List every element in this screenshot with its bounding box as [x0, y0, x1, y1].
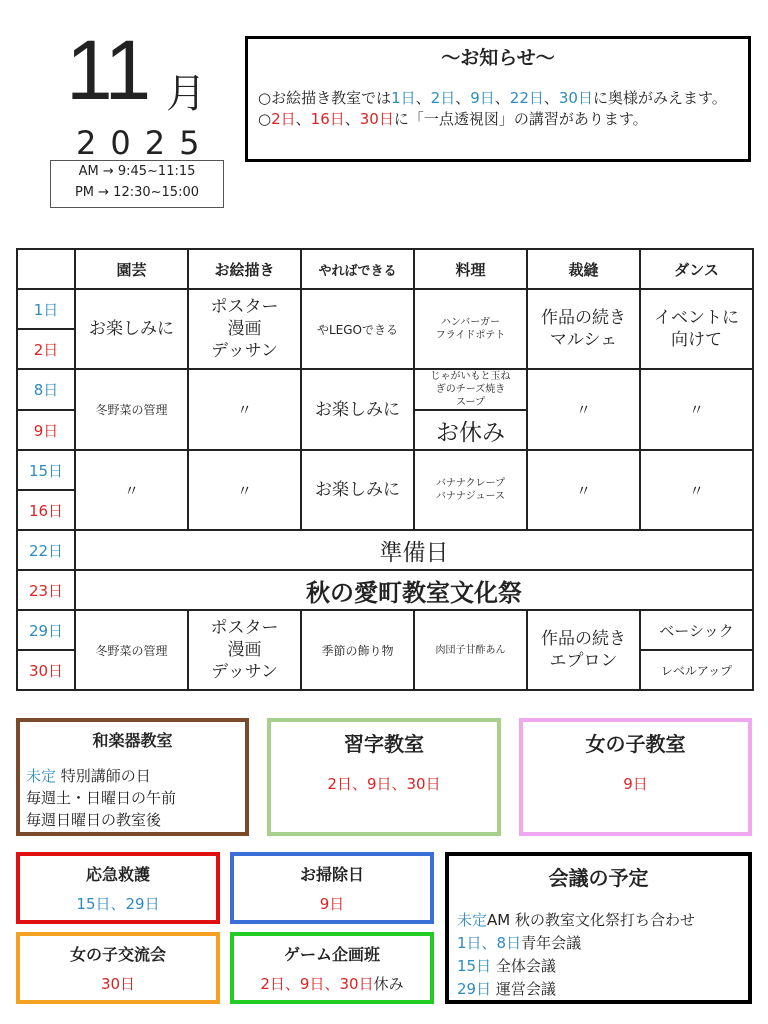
box-kaigi-line2: 1日、8日青年会議: [457, 934, 582, 952]
box-kaigi-line1: 未定AM 秋の教室文化祭打ち合わせ: [457, 911, 695, 929]
box-wagakki-line1: 未定 特別講師の日: [26, 767, 151, 785]
cell-w1-dance: イベントに 向けて: [640, 289, 753, 369]
header-ryouri: 料理: [414, 249, 527, 289]
box-shuji-title: 習字教室: [344, 732, 424, 756]
box-souji-title: お掃除日: [299, 865, 364, 884]
box-oukyuu-value: 15日、29日: [76, 895, 160, 913]
header-engei: 園芸: [75, 249, 188, 289]
day-16: 16日: [17, 490, 75, 530]
box-wagakki: [16, 718, 249, 836]
cell-w2-yareba: お楽しみに: [301, 369, 414, 450]
day-9: 9日: [17, 410, 75, 450]
box-wagakki-line3: 毎週日曜日の教室後: [26, 811, 162, 829]
box-souji: [230, 852, 434, 924]
cell-w5-ryouri: 肉団子甘酢あん: [414, 610, 527, 690]
day-1: 1日: [17, 289, 75, 329]
cell-w2-ryouri-a: じゃがいもと玉ね ぎのチーズ焼き スープ: [414, 369, 527, 410]
cell-w3-saihou: 〃: [527, 450, 640, 530]
day-29: 29日: [17, 610, 75, 650]
box-kaigi: [445, 852, 752, 1004]
box-wagakki-title: 和楽器教室: [92, 731, 173, 750]
day-22: 22日: [17, 530, 75, 570]
cell-w1-engei: お楽しみに: [75, 289, 188, 369]
cell-w2-saihou: 〃: [527, 369, 640, 450]
cell-w2-oekaki: 〃: [188, 369, 301, 450]
day-2: 2日: [17, 329, 75, 369]
cell-w5-saihou: 作品の続き エプロン: [527, 610, 640, 690]
day-8: 8日: [17, 369, 75, 410]
box-wagakki-line2: 毎週土・日曜日の午前: [26, 789, 177, 807]
day-23: 23日: [17, 570, 75, 610]
cell-w3-oekaki: 〃: [188, 450, 301, 530]
box-shuji: [267, 718, 501, 836]
month-number: 11: [66, 23, 150, 117]
cell-w1-yareba: やLEGOできる: [301, 289, 414, 369]
cell-w3-dance: 〃: [640, 450, 753, 530]
year: 2025: [76, 124, 214, 162]
box-game-value: 2日、9日、30日休み: [260, 975, 404, 993]
cell-w3-engei: 〃: [75, 450, 188, 530]
header-yareba: やればできる: [301, 249, 414, 289]
cell-w1-ryouri: ハンバーガー フライドポテト: [414, 289, 527, 369]
box-kouryu: [16, 932, 220, 1004]
box-shuji-value: 2日、9日、30日: [327, 775, 441, 793]
box-onnanoko-value: 9日: [623, 775, 648, 793]
cell-w1-saihou: 作品の続き マルシェ: [527, 289, 640, 369]
header-saihou: 裁縫: [527, 249, 640, 289]
box-oukyuu: [16, 852, 220, 924]
box-onnanoko: [519, 718, 752, 836]
notice-line-1: ○お絵描き教室では1日、2日、9日、22日、30日に奥様がみえます。: [258, 89, 727, 107]
cell-w1-oekaki: ポスター 漫画 デッサン: [188, 289, 301, 369]
box-oukyuu-title: 応急救護: [85, 865, 150, 884]
cell-w5-dance-b: レベルアップ: [640, 650, 753, 690]
cell-w5-engei: 冬野菜の管理: [75, 610, 188, 690]
cell-w2-engei: 冬野菜の管理: [75, 369, 188, 450]
month-label: 月: [166, 71, 206, 117]
cell-d22-event: 準備日: [75, 530, 753, 570]
box-souji-value: 9日: [319, 895, 345, 913]
hours-pm: PM → 12:30~15:00: [74, 185, 200, 200]
notice-title: 〜お知らせ〜: [441, 47, 555, 69]
hours-box: [50, 160, 224, 208]
day-30: 30日: [17, 650, 75, 690]
notice-line-2: ○2日、16日、30日に「一点透視図」の講習があります。: [258, 110, 648, 128]
cell-w5-yareba: 季節の飾り物: [301, 610, 414, 690]
cell-w2-dance: 〃: [640, 369, 753, 450]
header-day: [17, 249, 75, 289]
box-game-title: ゲーム企画班: [283, 945, 380, 964]
box-kaigi-title: 会議の予定: [548, 866, 649, 890]
header-oekaki: お絵描き: [188, 249, 301, 289]
box-kouryu-title: 女の子交流会: [69, 945, 166, 964]
notice-box: [245, 36, 751, 162]
cell-w5-oekaki: ポスター 漫画 デッサン: [188, 610, 301, 690]
cell-w3-yareba: お楽しみに: [301, 450, 414, 530]
box-game: [230, 932, 434, 1004]
cell-w2-ryouri-b: お休み: [414, 410, 527, 450]
box-onnanoko-title: 女の子教室: [585, 732, 686, 756]
cell-d23-event: 秋の愛町教室文化祭: [75, 570, 753, 610]
box-kaigi-line4: 29日 運営会議: [457, 980, 556, 998]
cell-w5-dance-a: ベーシック: [640, 610, 753, 650]
hours-am: AM → 9:45~11:15: [78, 164, 196, 179]
cell-w3-ryouri: バナナクレープ バナナジュース: [414, 450, 527, 530]
box-kouryu-value: 30日: [100, 975, 136, 993]
schedule-table: [16, 248, 754, 691]
box-kaigi-line3: 15日 全体会議: [457, 957, 556, 975]
header-dance: ダンス: [640, 249, 753, 289]
day-15: 15日: [17, 450, 75, 490]
